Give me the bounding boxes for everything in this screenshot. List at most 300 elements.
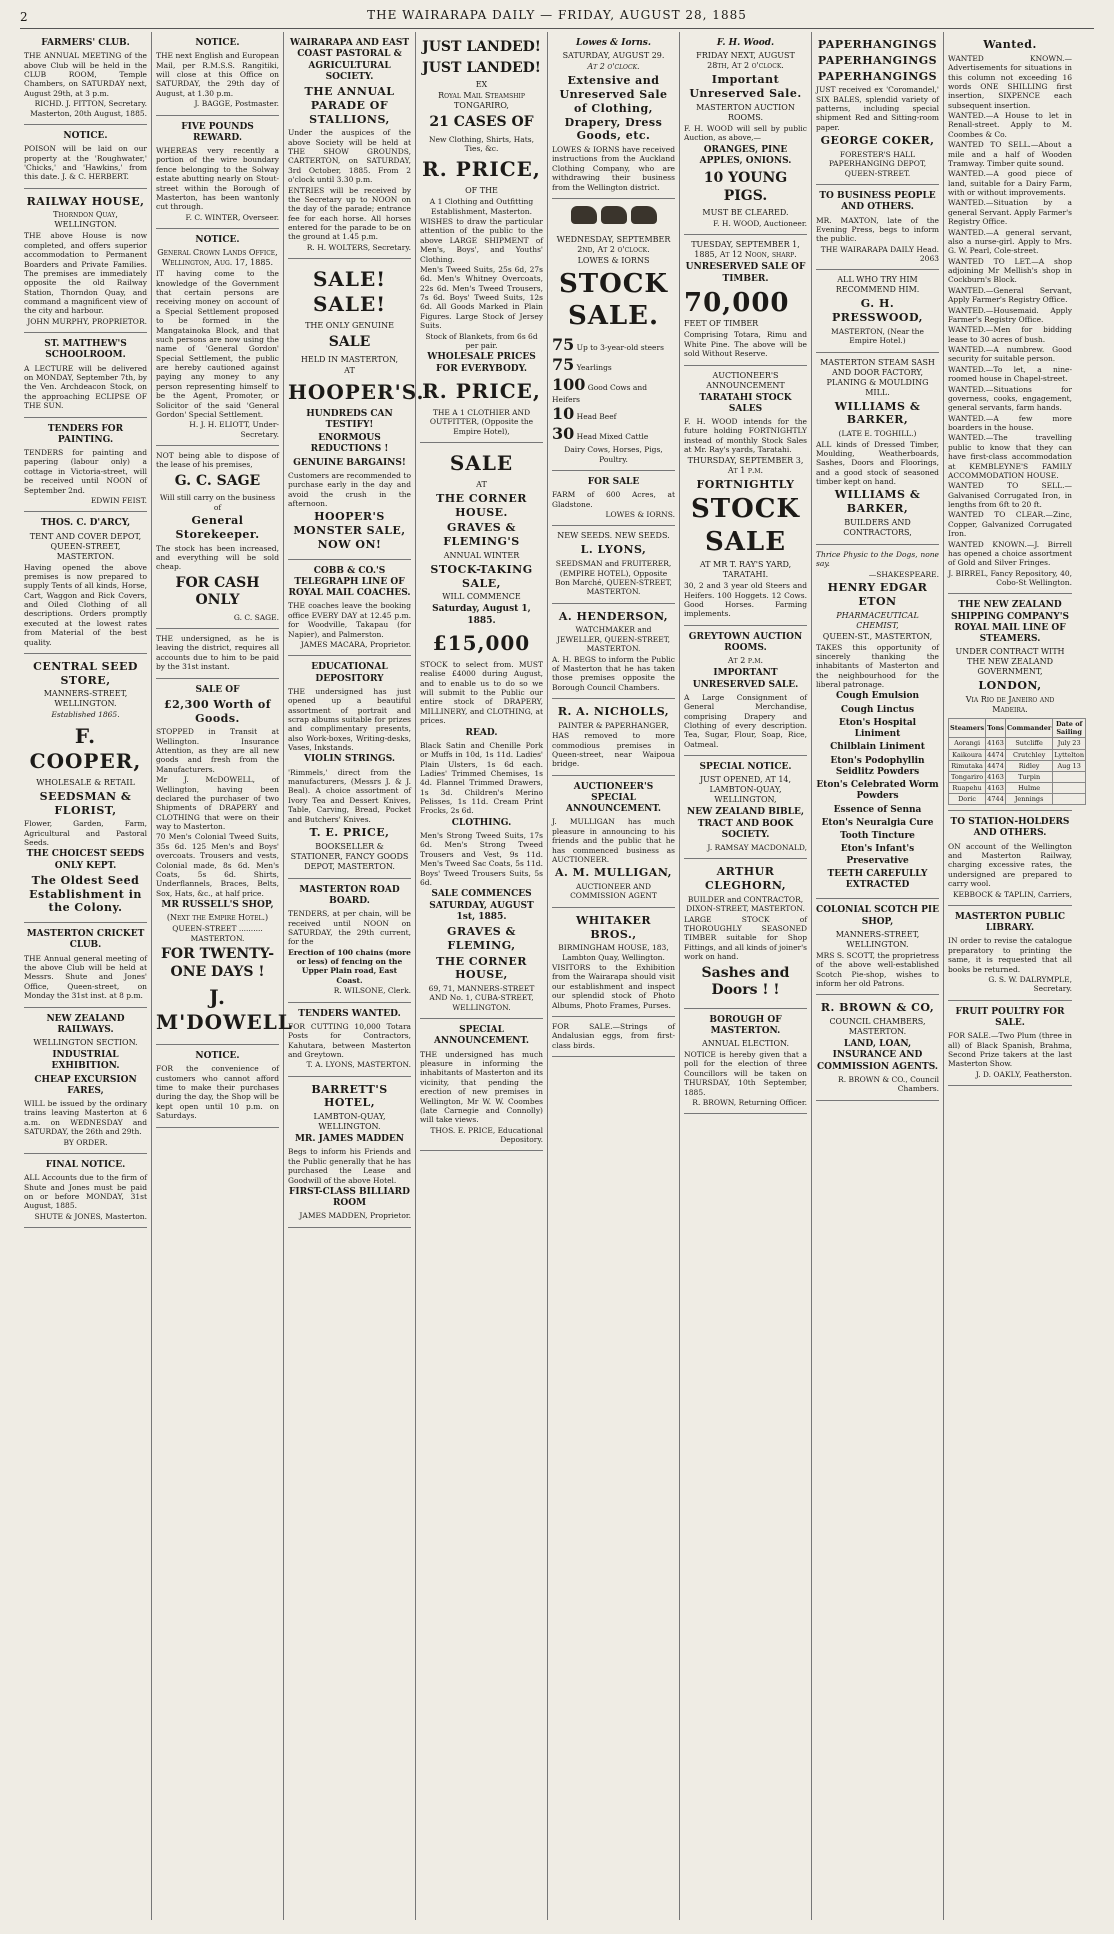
ad-body: Under the auspices of the above Society will be held at THE SHOW GROUNDS, CARTERTON, on SATURDAY, 3rd October, 1885. From 2 o'clock until 3.30 p.m. — [288, 128, 411, 185]
column-4 — [416, 32, 548, 1920]
russell-sub: (Next the Empire Hotel.) — [166, 913, 269, 923]
dairy: Dairy Cows, Horses, Pigs, Poultry. — [564, 445, 663, 464]
fortnightly: FORTNIGHTLY — [696, 477, 795, 491]
column-5 — [548, 32, 680, 1920]
stock-date: WEDNESDAY, SEPTEMBER 2nd, At 2 o'clock. — [556, 234, 671, 254]
only-genuine: THE ONLY GENUINE — [305, 321, 394, 331]
sash-factory: MASTERTON STEAM SASH AND DOOR FACTORY, PLANING & MOULDING MILL. — [820, 357, 935, 397]
ex: EX — [475, 80, 488, 89]
corner-house: THE CORNER HOUSE. — [436, 491, 527, 519]
russell-shop: MR RUSSELL'S SHOP, — [161, 900, 274, 910]
ad-crown-lands: NOTICE. General Crown Lands Office, Wellington, Aug. 17, 1885. IT having come to the knowledge of the Government that certain persons are receiving money on account of a Special Settlement proposed to be formed in the Mangatainoka Block, and that such persons are now using the name of 'General Gordon' Special Settlement, the public are hereby cautioned against paying any money to any person representing himself to be the Agent, Promoter, or Solicitor of the said 'General Gordon' Special Settlement. H. J. H. ELIOTT, Under-Secretary. — [156, 229, 279, 446]
nicholls-name: R. A. NICHOLLS, — [557, 705, 670, 718]
wanted-heading: Wanted. — [983, 38, 1037, 51]
paperhangings-3: PAPERHANGINGS — [817, 69, 938, 83]
cooper-body: Flower, Garden, Farm, Agricultural and Pastoral Seeds. — [24, 819, 147, 847]
ad-subheading: General Crown Lands Office, Wellington, Aug. 17, 1885. — [157, 248, 278, 268]
henderson-name: A. HENDERSON, — [558, 609, 669, 623]
ad-heading: AUCTIONEER'S ANNOUNCEMENT — [706, 370, 785, 390]
sale-commences: SALE COMMENCES SATURDAY, AUGUST 1st, 1885. — [429, 889, 534, 922]
sale-value: £2,300 Worth of Goods. — [164, 697, 271, 725]
wanted-2: WANTED.—A House to let in Renall-street. Apply to M. Coombes & Co. — [948, 111, 1072, 139]
parade-title: THE ANNUAL PARADE OF STALLIONS, — [304, 85, 395, 126]
at-the: AT — [476, 479, 487, 489]
monster-sale: HOOPER'S MONSTER SALE, NOW ON! — [293, 510, 406, 551]
hundreds: HUNDREDS CAN TESTIFY! — [306, 408, 393, 430]
ad-exhibition: INDUSTRIAL EXHIBITION. — [51, 1050, 120, 1072]
ad-presswood — [816, 270, 939, 352]
price-name: R. PRICE, — [422, 157, 541, 182]
ad-darcy: THOS. C. D'ARCY, TENT AND COVER DEPOT, QUEEN-STREET, MASTERTON. Having opened the above premises is now prepared to supply Tents of all kinds, Horse, Cart, Waggon and Rick Covers, and Oiled Clothing of all descriptions. Orders promptly executed at the lowest rates from Material of the best quality. — [24, 512, 147, 654]
cleghorn-name: ARTHUR CLEGHORN, — [704, 865, 787, 893]
table-header-cell: Commander — [1005, 719, 1052, 738]
ad-signature: F. H. WOOD, Auctioneer. — [713, 219, 807, 228]
ad-body: THE ANNUAL MEETING of the above Club will be held in the CLUB ROOM, Temple Chambers, on SATURDAY next, August 29th, at 3 p.m. — [24, 51, 147, 98]
ad-heading: TENDERS WANTED. — [298, 1008, 401, 1019]
sage-will: Will still carry on the business of — [159, 493, 276, 512]
price-name: T. E. PRICE, — [309, 825, 390, 839]
auction-time: At 2 o'clock. — [587, 62, 640, 72]
ad-paperhangings — [816, 32, 939, 185]
corner-sale: SALE — [449, 450, 514, 475]
table-row — [949, 749, 1086, 760]
ad-heading: AUCTIONEER'S SPECIAL ANNOUNCEMENT. — [565, 781, 662, 815]
timber-feet-label: FEET OF TIMBER — [684, 319, 759, 329]
stock-line: 30 Head Mixed Cattle — [552, 424, 649, 444]
whitaker-name: WHITAKER BROS., — [575, 913, 652, 941]
sale-date: Saturday, August 1, 1885. — [432, 604, 531, 626]
ad-williams-barker: MASTERTON STEAM SASH AND DOOR FACTORY, PLANING & MOULDING MILL. WILLIAMS & BARKER, (LATE E. TOGHILL.) ALL kinds of Dressed Timber, Moulding, Weatherboards, Sashes, Doors and Floorings, and a good stock of seasoned timber kept on hand. WILLIAMS & BARKER, BUILDERS AND CONTRACTORS, — [816, 353, 939, 545]
ad-nz-railways: NEW ZEALAND RAILWAYS. WELLINGTON SECTION. INDUSTRIAL EXHIBITION. CHEAP EXCURSION FARES, WILL be issued by the ordinary trains leaving Masterton at 6 a.m. on WEDNESDAY and SATURDAY, the 26th and 29th. BY ORDER. — [24, 1008, 147, 1154]
ad-notice-rule: THE undersigned, as he is leaving the district, requires all accounts due to him to be paid by the 31st instant. — [156, 629, 279, 679]
ad-heading: SPECIAL NOTICE. — [699, 762, 792, 772]
ad-heading: RAILWAY HOUSE, — [26, 194, 145, 208]
ad-cricket-club: MASTERTON CRICKET CLUB. THE Annual general meeting of the above Club will be held at Messrs. Shute and Jones' Office, Queen-street, on Monday the 31st inst. at 8 p.m. — [24, 923, 147, 1007]
wanted-3: WANTED TO SELL.—About a mile and a half of Wooden Tramway. Timber quite sound. — [948, 140, 1072, 168]
table-header-cell: Date of Sailing — [1053, 719, 1086, 738]
ad-signature: JAMES MACARA, Proprietor. — [300, 639, 411, 649]
ad-special-notice — [684, 756, 807, 859]
henderson-sub: WATCHMAKER and JEWELLER, QUEEN-STREET, MASTERTON. — [556, 625, 671, 654]
russell-street: QUEEN-STREET .......... MASTERTON. — [172, 924, 263, 943]
stock-sale: STOCK SALE — [690, 494, 801, 557]
wholesale: WHOLESALE PRICES FOR EVERYBODY. — [427, 352, 536, 374]
table-row — [949, 782, 1086, 793]
road-fences: Erection of 100 chains (more or less) of fencing on the Upper Plain road, East Coast. — [288, 947, 411, 985]
ad-heading: F. H. Wood. — [716, 38, 775, 48]
ad-subheading: UNDER CONTRACT WITH THE NEW ZEALAND GOVERNMENT, — [955, 647, 1065, 677]
ad-heading: WAIRARAPA AND EAST COAST PASTORAL & AGRICULTURAL SOCIETY. — [289, 38, 410, 82]
table-cell: 4163 — [987, 783, 1004, 792]
ad-signature: G. S. W. DALRYMPLE, Secretary. — [988, 974, 1072, 994]
table-row — [949, 738, 1086, 749]
ad-heading: GREYTOWN AUCTION ROOMS. — [688, 631, 803, 653]
annual-winter: ANNUAL WINTER — [443, 550, 520, 560]
ad-signature: JOHN MURPHY, PROPRIETOR. — [27, 316, 147, 326]
ad-heading: NOTICE. — [195, 1051, 240, 1061]
sage-cash: FOR CASH ONLY — [175, 574, 260, 609]
ad-society: WAIRARAPA AND EAST COAST PASTORAL & AGRICULTURAL SOCIETY. THE ANNUAL PARADE OF STALLIONS, Under the auspices of the above Society will be held at THE SHOW GROUNDS, CARTERTON, on SATURDAY, 3rd October, 1885. From 2 o'clock until 3.30 p.m. ENTRIES will be received by the Secretary up to NOON on the day of the parade; entrance fee for each horse. All horses entered for the parade to be on the ground at 1.45 p.m. R. H. WOLTERS, Secretary. — [288, 32, 411, 259]
nicholls-sub: PAINTER & PAPERHANGER, — [558, 720, 669, 730]
price2-sub: THE A 1 CLOTHIER AND OUTFITTER, (Opposite the Empire Hotel), — [429, 407, 534, 436]
ad-heading: MASTERTON PUBLIC LIBRARY. — [954, 911, 1066, 934]
read: READ. — [465, 727, 498, 738]
presswood-sub: MASTERTON, (Near the Empire Hotel.) — [831, 326, 924, 346]
lyons-sub: SEEDSMAN and FRUITERER, (EMPIRE HOTEL), Opposite Bon Marché, QUEEN-STREET, MASTERTON. — [555, 559, 672, 597]
table-cell — [1053, 782, 1086, 793]
senna: Essence of Senna — [833, 804, 922, 815]
paperhangings-2: PAPERHANGINGS — [817, 53, 938, 67]
preservative: Eton's Infant's Preservative — [840, 844, 915, 866]
ad-heading: BOROUGH OF MASTERTON. — [709, 1014, 782, 1036]
ad-whitaker: WHITAKER BROS., BIRMINGHAM HOUSE, 183, Lambton Quay, Wellington. VISITORS to the Exhibition from the Wairarapa should visit our establishment and inspect our splendid stock of Photo Albums, Photo Frames, Purses. — [552, 908, 675, 1017]
ad-heading: THE NEW ZEALAND SHIPPING COMPANY'S ROYAL MAIL LINE OF STEAMERS. — [951, 600, 1069, 645]
ad-body: JUST received ex 'Coromandel,' SIX BALES, splendid variety of patterns, including special shipment Red and Sitting-room paper. — [816, 85, 939, 132]
newspaper-columns — [20, 32, 1094, 1922]
table-cell: Doric — [949, 794, 986, 805]
will-commence: WILL COMMENCE — [442, 592, 521, 602]
ad-subheading: TENT AND COVER DEPOT, QUEEN-STREET, MASTERTON. — [29, 531, 142, 561]
genuine: GENUINE BARGAINS! — [293, 457, 406, 468]
table-cell: Turpin — [1005, 771, 1052, 782]
ad-lyons — [552, 526, 675, 603]
auction-rooms: MASTERTON AUCTION ROOMS. — [696, 102, 795, 122]
ad-heading: TO BUSINESS PEOPLE AND OTHERS. — [819, 191, 936, 213]
taratahi-heading: TARATAHI STOCK SALES — [699, 392, 792, 414]
ad-taratahi: AUCTIONEER'S ANNOUNCEMENT TARATAHI STOCK SALES F. H. WOOD intends for the future holding FORTNIGHTLY instead of monthly Stock Sales at Mr. Ray's yards, Taratahi. THURSDAY, SEPTEMBER 3, At 1 p.m. FORTNIGHTLY STOCK SALE AT MR T. RAY'S YARD, TARATAHI. 30, 2 and 3 year old Steers and Heifers. 100 Hoggets. 12 Cows. Good Horses. Farming implements. — [684, 366, 807, 626]
table-cell — [1053, 771, 1086, 782]
ad-signature: SHUTE & JONES, Masterton. — [34, 1211, 147, 1221]
table-row — [949, 794, 1086, 805]
wanted-7: WANTED TO LET.—A shop adjoining Mr Mellish's shop in Cockburn's Block. — [948, 256, 1072, 285]
ad-wanted — [948, 32, 1072, 594]
ad-body: TENDERS for painting and papering (labour only) a cottage in Victoria-street, will be received until NOON of September 2nd. — [24, 448, 147, 495]
ad-tenders-wanted: TENDERS WANTED. FOR CUTTING 10,000 Totara Posts for Contractors, Kahutara, between Masterton and Greytown. T. A. LYONS, MASTERTON. — [288, 1003, 411, 1077]
quote-sign: —SHAKESPEARE. — [868, 569, 939, 579]
wanted-9: WANTED.—Housemaid. Apply Farmer's Registry Office. — [948, 305, 1072, 324]
ad-wood-sale: F. H. Wood. FRIDAY NEXT, AUGUST 28th, At 2 o'clock. Important Unreserved Sale. MASTERTON AUCTION ROOMS. F. H. WOOD will sell by public Auction, as above,— ORANGES, PINE APPLES, ONIONS. 10 YOUNG PIGS. MUST BE CLEARED. F. H. WOOD, Auctioneer. — [684, 32, 807, 235]
ad-signature: R. BROWN & CO., Council Chambers. — [838, 1074, 939, 1094]
ad-heading: FINAL NOTICE. — [45, 1159, 126, 1170]
ad-borough: BOROUGH OF MASTERTON. ANNUAL ELECTION. NOTICE is hereby given that a poll for the election of three Councillors will be taken on THURSDAY, 10th September, 1885. R. BROWN, Returning Officer. — [684, 1009, 807, 1115]
ad-stock-sale — [552, 199, 675, 471]
ad-tenders-painting — [24, 418, 147, 513]
ad-heading: COBB & CO.'S TELEGRAPH LINE OF ROYAL MAIL COACHES. — [288, 565, 411, 599]
must-be-cleared: MUST BE CLEARED. — [702, 208, 789, 217]
ad-cleghorn: ARTHUR CLEGHORN, BUILDER and CONTRACTOR, DIXON-STREET, MASTERTON. LARGE STOCK of THOROUGHLY SEASONED TIMBER suitable for Shop Fittings, and all kinds of joiner's work on hand. Sashes and Doors ! ! — [684, 859, 807, 1008]
oranges: ORANGES, PINE APPLES, ONIONS. — [699, 144, 792, 166]
ad-body: A LECTURE will be delivered on MONDAY, September 7th, by the Ven. Archdeacon Stock, on the approaching ECLIPSE OF THE SUN. — [24, 363, 147, 411]
ad-cobb-coaches: COBB & CO.'S TELEGRAPH LINE OF ROYAL MAIL COACHES. THE coaches leave the booking office EVERY DAY at 12.45 p.m. for Woodville, Takapau (for Napier), and Palmerston. JAMES MACARA, Proprietor. — [288, 560, 411, 657]
cooper-subheading: WHOLESALE & RETAIL — [36, 777, 135, 787]
ad-seed-store — [24, 654, 147, 923]
ad-heading: UNRESERVED SALE OF TIMBER. — [685, 262, 806, 284]
column-6 — [680, 32, 812, 1920]
ad-heading: NEW ZEALAND RAILWAYS. — [46, 1013, 125, 1035]
ad-order: BY ORDER. — [63, 1137, 108, 1147]
wanted-11: WANTED.—A numbrew. Good security for suitable person. — [948, 345, 1072, 364]
column-3 — [284, 32, 425, 1920]
quote: Thrice Physic to the Dogs, none say. — [816, 549, 939, 569]
bible-society: NEW ZEALAND BIBLE, TRACT AND BOOK SOCIETY. — [687, 807, 804, 840]
annual-election: ANNUAL ELECTION. — [701, 1039, 790, 1048]
sage-name: G. C. SAGE — [174, 472, 261, 489]
coker-name: GEORGE COKER, — [820, 134, 935, 148]
ad-farmers-club — [24, 32, 147, 125]
ad-subheading: WELLINGTON SECTION. — [33, 1038, 138, 1047]
column-1 — [20, 32, 152, 1920]
wanted-14: WANTED.—A few more boarders in the house. — [948, 413, 1072, 432]
via: Via Rio de Janeiro and Madeira. — [965, 695, 1055, 715]
oldest-seed: The Oldest Seed Establishment in the Colony. — [29, 873, 142, 915]
stock-taking: STOCK-TAKING SALE, — [430, 562, 533, 590]
ad-heading: MASTERTON ROAD BOARD. — [299, 884, 400, 906]
ad-hoopers-sale: SALE! SALE! THE ONLY GENUINE SALE HELD IN MASTERTON, AT HOOPER'S. HUNDREDS CAN TESTIFY! ENORMOUS REDUCTIONS ! GENUINE BARGAINS! Customers are recommended to purchase early in the day and avoid the crush in the afternoon. HOOPER'S MONSTER SALE, NOW ON! — [288, 259, 411, 560]
extensive-sale: Extensive and Unreserved Sale of Clothing, Drapery, Dress Goods, etc. — [559, 74, 668, 143]
ad-body: THE next English and European Mail, per R.M.S.S. Rangitiki, will close at this Office on SATURDAY, the 29th day of August, at 1.30 p.m. — [156, 51, 279, 98]
stock-sale: STOCK SALE. — [558, 268, 669, 332]
mulligan-sub: AUCTIONEER AND COMMISSION AGENT — [570, 882, 657, 901]
ad-body: WHEREAS very recently a portion of the wire boundary fence belonging to the Solway estate abutting nearly on Stout-street within the Borough of Masterton, has been wantonly cut through. — [156, 146, 279, 212]
ad-scotch-pie: COLONIAL SCOTCH PIE SHOP, MANNERS-STREET, WELLINGTON. MRS S. SCOTT, the proprietress of the above well-established Scotch Pie-shop, wishes to inform her old Patrons. — [816, 899, 939, 995]
cases: 21 CASES OF — [429, 114, 534, 130]
table-cell: Ruapehu — [949, 782, 986, 793]
ad-poultry: FRUIT POULTRY FOR SALE. FOR SALE.—Two Plum (three in all) of Black Spanish, Brahma, Second Prize takers at the last Masterton Show. J. D. OAKLY, Featherston. — [948, 1001, 1072, 1086]
ad-corner-house: SALE AT THE CORNER HOUSE. GRAVES & FLEMING'S ANNUAL WINTER STOCK-TAKING SALE, WILL COMMENCE Saturday, August 1, 1885. £15,000 STOCK to select from. MUST realise £4000 during August, and to enable us to do so we will submit to the Public our entire stock of DRAPERY, MILLINERY, and CLOTHING, at prices. READ. Black Satin and Chenille Pork or Muffs in 10d, 1s 11d. Ladies' Plain Ulsters, 1s 6d each. Ladies' Trimmed Chemises, 1s 4d. Flannel Trimmed Drawers, 1s 3d. Children's Merino Pelisses, 1s 11d. Cream Print Frocks, 2s 6d. CLOTHING. Men's Strong Tweed Suits, 17s 6d. Men's Strong Tweed Trousers and Vest, 9s 11d. Men's Tweed Sac Coats, 5s 11d. Boys' Tweed Trousers Suits, 5s 6d. SALE COMMENCES SATURDAY, AUGUST 1st, 1885. GRAVES & FLEMING, THE CORNER HOUSE, 69, 71, MANNERS-STREET AND No. 1, CUBA-STREET, WELLINGTON. — [420, 443, 543, 1019]
wanted-6: WANTED.—A general servant, also a nurse-girl. Apply to Mrs. G. W. Pearl, Cole-street. — [948, 227, 1072, 256]
table-cell: 4744 — [987, 795, 1004, 803]
ad-heading: SPECIAL ANNOUNCEMENT. — [433, 1025, 530, 1047]
teeth: TEETH CAREFULLY EXTRACTED — [827, 868, 928, 891]
twenty-one-days: FOR TWENTY-ONE DAYS ! — [160, 946, 275, 980]
wanted-13: WANTED.—Situations for governess, cooks, engagement, general servants, farm hands. — [948, 384, 1072, 413]
stock-line: 10 Head Beef — [552, 404, 617, 424]
williams-name: WILLIAMS & BARKER, — [834, 399, 921, 427]
graves-fleming: GRAVES & FLEMING'S — [443, 521, 520, 549]
violin-strings: VIOLIN STRINGS. — [303, 754, 396, 765]
ad-heading: FARMERS' CLUB. — [41, 38, 130, 48]
ad-signature: J. BAGGE, Postmaster. — [194, 99, 279, 109]
stock-line: 75 Yearlings — [552, 354, 612, 374]
ad-heading: THOS. C. D'ARCY, — [40, 518, 131, 529]
ad-excursion: CHEAP EXCURSION FARES, — [34, 1074, 137, 1096]
stock-by: LOWES & IORNS — [577, 255, 650, 265]
table-cell: Hulme — [1005, 782, 1052, 793]
stock-blankets: Stock of Blankets, from 6s 6d per pair. — [425, 331, 538, 350]
fortnightly-date: THURSDAY, SEPTEMBER 3, At 1 p.m. — [687, 455, 804, 475]
just-landed-2: JUST LANDED! — [422, 59, 541, 76]
cooper-name: F. COOPER, — [29, 723, 142, 773]
table-cell: Lyttelton — [1054, 750, 1085, 759]
ad-for-sale-farm — [552, 471, 675, 526]
recommend: ALL WHO TRY HIM RECOMMEND HIM. — [835, 275, 920, 295]
shipping-table — [948, 718, 1086, 805]
depot: JUST OPENED, AT 14, LAMBTON-QUAY, WELLINGTON, — [699, 775, 792, 805]
podophyllin: Eton's Podophyllin Seidlitz Powders — [830, 755, 925, 777]
ad-heading: NOTICE. — [63, 130, 108, 141]
ad-schoolroom — [24, 333, 147, 417]
presswood-name: G. H. PRESSWOOD, — [832, 297, 923, 325]
clothing: CLOTHING. — [451, 817, 512, 828]
wanted-5: WANTED.—Situation by a general Servant. Apply Farmer's Registry Office. — [948, 198, 1072, 227]
mcdowell-body: Mr J. McDOWELL, of Wellington, having been declared the purchaser of two Shipments of DRAPERY and CLOTHING that were on their way to Masterton. — [156, 775, 279, 831]
table-header-cell: Tons — [986, 719, 1006, 738]
held-in: HELD IN MASTERTON, — [300, 354, 399, 364]
wanted-17: WANTED TO CLEAR.—Zinc, Copper, Galvanized Corrugated Iron. — [948, 510, 1072, 539]
cough-linctus: Cough Linctus — [840, 704, 915, 715]
table-cell: Ridley — [1005, 760, 1052, 771]
table-cell: Jennings — [1005, 794, 1052, 805]
madden: MR. JAMES MADDEN — [294, 1134, 405, 1145]
ad-body: POISON will be laid on our property at the 'Roughwater,' 'Chicks,' and 'Hawkins,' from this date. J. & C. HERBERT. — [24, 144, 147, 182]
ad-greytown: GREYTOWN AUCTION ROOMS. At 2 p.m. IMPORTANT UNRESERVED SALE. A Large Consignment of General Merchandise, comprising Drapery and Clothing of every description. Tea, Sugar, Flour, Soap, Rice, Oatmeal. — [684, 626, 807, 756]
greytown-time: At 2 p.m. — [727, 656, 764, 666]
of-the: OF THE — [465, 186, 498, 196]
ad-eton: Thrice Physic to the Dogs, none say. —SHAKESPEARE. HENRY EDGAR ETON PHARMACEUTICAL CHEMIST, QUEEN-ST., MASTERTON, TAKES this opportunity of sincerely thanking the inhabitants of Masterton and the neighbourhood for the liberal patronage. Cough Emulsion Cough Linctus Eton's Hospital Liniment Chilblain Liniment Eton's Podophyllin Seidlitz Powders Eton's Celebrated Worm Powders Essence of Senna Eton's Neuralgia Cure Tooth Tincture Eton's Infant's Preservative TEETH CAREFULLY EXTRACTED — [816, 545, 939, 900]
sashes-doors: Sashes and Doors ! ! — [701, 964, 790, 998]
ad-signature: F. C. WINTER, Overseer. — [185, 212, 279, 222]
ad-signature: KEBBOCK & TAPLIN, Carriers, — [952, 889, 1072, 899]
hospital-liniment: Eton's Hospital Liniment — [838, 717, 917, 740]
wanted-12: WANTED.—To let, a nine-roomed house in Chapel-street. — [948, 364, 1072, 384]
wood-date: FRIDAY NEXT, AUGUST 28th, At 2 o'clock. — [696, 51, 795, 71]
billiard-room: FIRST-CLASS BILLIARD ROOM — [289, 1186, 410, 1209]
ad-subheading: LAMBTON-QUAY, WELLINGTON. — [313, 1112, 386, 1132]
eton-name: HENRY EDGAR ETON — [827, 581, 928, 608]
ad-final-notice: FINAL NOTICE. ALL Accounts due to the firm of Shute and Jones must be paid on or before MONDAY, 31st August, 1885. SHUTE & JONES, Masterton. — [24, 1154, 147, 1228]
ad-heading: MASTERTON CRICKET CLUB. — [26, 929, 145, 951]
ad-heading: Lowes & Iorns. — [576, 38, 651, 48]
ad-subheading: Thorndon Quay, WELLINGTON. — [53, 210, 118, 230]
timber-date: TUESDAY, SEPTEMBER 1, 1885, At 12 Noon, sharp. — [691, 240, 800, 260]
price-sub: BOOKSELLER & STATIONER, FANCY GOODS DEPOT, MASTERTON. — [290, 841, 409, 871]
ad-maxton — [816, 185, 939, 270]
stock-yard: AT MR T. RAY'S YARD, TARATAHI. — [699, 560, 792, 580]
stock-amount: £15,000 — [432, 630, 531, 655]
ad-poison-notice — [24, 125, 147, 189]
ad-heading: NEW SEEDS. NEW SEEDS. — [557, 531, 670, 541]
ad-special-announcement: SPECIAL ANNOUNCEMENT. THE undersigned has much pleasure in informing the inhabitants of Masterton and its vicinity, that pending the erection of new premises in Wellington, Mr W. W. Coombes (late Carnegie and Connolly) will take views. THOS. E. PRICE, Educational Depository. — [420, 1019, 543, 1151]
corner-address: 69, 71, MANNERS-STREET AND No. 1, CUBA-STREET, WELLINGTON. — [428, 984, 535, 1012]
wanted-15: WANTED.—The travelling public to know that they can have first-class accommodation at KEMBLEYNE'S FAMILY ACCOMMODATION HOUSE. — [948, 433, 1072, 480]
ad-educational: EDUCATIONAL DEPOSITORY THE undersigned has just opened up a beautiful assortment of portrait and scrap albums suitable for prizes and complimentary presents, also Work-boxes, Writing-desks, Vases, Inkstands. VIOLIN STRINGS. 'Rimmels,' direct from the manufacturers, (Messrs J. & J. Beal). A choice assortment of Ivory Tea and Dessert Knives, Table, Carving, Bread, Pocket and Butchers' Knives. T. E. PRICE, BOOKSELLER & STATIONER, FANCY GOODS DEPOT, MASTERTON. — [288, 656, 411, 878]
sale-word: SALE — [328, 334, 371, 351]
table-header-row — [949, 719, 1086, 738]
important-sale: Important Unreserved Sale. — [689, 73, 802, 100]
ad-signature: EDWIN FEIST. — [90, 495, 147, 505]
wanted-4: WANTED.—A good piece of land, suitable for a Dairy Farm, with or without improvements. — [948, 169, 1072, 197]
table-cell: Sutcliffe — [1005, 738, 1052, 749]
ad-nicholls: R. A. NICHOLLS, PAINTER & PAPERHANGER, HAS removed to more commodious premises in Queen-street, near Waipoua bridge. — [552, 699, 675, 776]
wanted-16: WANTED TO SELL.—Galvanised Corrugated Iron, in lengths from 6ft to 20 ft. — [948, 481, 1072, 509]
sale-sale: SALE! SALE! — [312, 267, 387, 317]
table-cell: Rimutaka — [949, 760, 986, 771]
auction-date: SATURDAY, AUGUST 29. — [562, 51, 665, 61]
corner-house-2: THE CORNER HOUSE, — [436, 954, 527, 982]
page-number: 2 — [20, 10, 29, 24]
just-landed-1: JUST LANDED! — [422, 39, 541, 55]
ad-signature: LOWES & IORNS. — [605, 510, 675, 519]
wanted-1: WANTED KNOWN.—Advertisements for situations in this column not exceeding 16 words ONE SHILLING first insertion, SIXPENCE each subsequent insertion. — [948, 53, 1072, 110]
column-7 — [812, 32, 944, 1920]
wanted-10: WANTED.—Men for bidding lease to 30 acres of bush. — [948, 325, 1072, 344]
ad-sale-goods: SALE OF £2,300 Worth of Goods. STOPPED in Transit at Wellington. Insurance Attention, as they are all new goods and fresh from the Manufacturers. Mr J. McDOWELL, of Wellington, having been declared the purchaser of two Shipments of DRAPERY and CLOTHING that were on their way to Masterton. 70 Men's Colonial Tweed Suits, 35s 6d. 125 Men's and Boys' overcoats. Trousers and vests, Colonial made, 8s 6d. Men's Coats, 5s 6d. Shirts, Underflannels, Braces, Belts, Sox, Hats, &c., at half price. MR RUSSELL'S SHOP, (Next the Empire Hotel.) QUEEN-STREET .......... MASTERTON. FOR TWENTY-ONE DAYS ! J. M'DOWELL — [156, 679, 279, 1046]
sage-store: General Storekeeper. — [175, 514, 260, 541]
newspaper-title: THE WAIRARAPA DAILY — [367, 8, 536, 22]
ad-heading: FIVE POUNDS REWARD. — [181, 121, 254, 143]
brown-name: R. BROWN & CO, — [820, 1001, 935, 1015]
ad-heading: COLONIAL SCOTCH PIE SHOP, — [816, 905, 939, 927]
young-pigs: 10 YOUNG PIGS. — [703, 170, 788, 204]
ad-heading: EDUCATIONAL DEPOSITORY — [311, 662, 388, 684]
ad-signature: R. H. WOLTERS, Secretary. — [306, 242, 411, 252]
tincture: Tooth Tincture — [840, 831, 915, 842]
table-cell: Tongariro — [949, 771, 986, 782]
ad-mulligan: AUCTIONEER'S SPECIAL ANNOUNCEMENT. J. MULLIGAN has much pleasure in announcing to his friends and the public that he has commenced business as AUCTIONEER. A. M. MULLIGAN, AUCTIONEER AND COMMISSION AGENT — [552, 776, 675, 908]
ad-heading: BARRETT'S HOTEL, — [311, 1082, 388, 1110]
ad-heading: TENDERS FOR PAINTING. — [47, 423, 124, 445]
enormous: ENORMOUS REDUCTIONS ! — [310, 433, 389, 455]
ad-signature: G. C. SAGE. — [233, 612, 279, 622]
worm-powders: Eton's Celebrated Worm Powders — [816, 780, 939, 802]
ad-signature: J. D. OAKLY, Featherston. — [975, 1069, 1072, 1079]
ad-signature: H. J. H. ELIOTT, Under-Secretary. — [189, 420, 279, 439]
ad-henderson: A. HENDERSON, WATCHMAKER and JEWELLER, QUEEN-STREET, MASTERTON. A. H. BEGS to inform the Public of Masterton that he has taken those premises opposite the Borough Council Chambers. — [552, 604, 675, 699]
table-cell: 4474 — [987, 761, 1004, 770]
ad-mail-notice — [156, 32, 279, 116]
mcdowell-name: J. M'DOWELL — [156, 985, 293, 1034]
ad-established: Established 1865. — [51, 710, 120, 720]
williams-sub: (LATE E. TOGHILL.) — [838, 429, 917, 439]
table-row — [949, 760, 1086, 771]
ad-station-holders: TO STATION-HOLDERS AND OTHERS. ON account of the Wellington and Masterton Railway, charging excessive rates, the undersigned are prepared to carry wool. KEBBOCK & TAPLIN, Carriers, — [948, 811, 1072, 906]
issue-date: FRIDAY, AUGUST 28, 1885 — [557, 8, 747, 22]
ad-barretts-hotel: BARRETT'S HOTEL, LAMBTON-QUAY, WELLINGTON. MR. JAMES MADDEN Begs to inform his Friends and the Public generally that he has purchased the Lease and Goodwill of the above Hotel. FIRST-CLASS BILLIARD ROOM JAMES MADDEN, Proprietor. — [288, 1077, 411, 1228]
ad-heading: FOR SALE — [587, 477, 640, 487]
builders: BUILDERS AND CONTRACTORS, — [843, 517, 912, 537]
ship: Royal Mail Steamship TONGARIRO, — [438, 91, 525, 110]
ad-sage: NOT being able to dispose of the lease of his premises, G. C. SAGE Will still carry on the business of General Storekeeper. The stock has been increased, and everything will be sold cheap. FOR CASH ONLY G. C. SAGE. — [156, 446, 279, 629]
ad-body: MR. MAXTON, late of the Evening Press, begs to inform the public. — [816, 215, 939, 244]
macdonald: J. RAMSAY MACDONALD, — [707, 843, 807, 852]
lyons-name: L. LYONS, — [580, 543, 647, 557]
greytown-sale: IMPORTANT UNRESERVED SALE. — [692, 668, 799, 690]
ad-library: MASTERTON PUBLIC LIBRARY. IN order to revise the catalogue preparatory to printing the same, it is requested that all books be returned. G. S. W. DALRYMPLE, Secretary. — [948, 906, 1072, 1001]
ad-signature: R. WILSONE, Clerk. — [333, 986, 411, 996]
london: LONDON, — [978, 679, 1042, 693]
ad-price-landed: JUST LANDED! JUST LANDED! EX Royal Mail Steamship TONGARIRO, 21 CASES OF New Clothing, Shirts, Hats, Ties, &c. R. PRICE, OF THE A 1 Clothing and Outfitting Establishment, Masterton. WISHES to draw the particular attention of the public to the above LARGE SHIPMENT of Men's, Boys', and Youths' Clothing. Men's Tweed Suits, 25s 6d, 27s 6d. Men's Whitney Overcoats, 22s 6d. Men's Tweed Trousers, 7s 6d. Boys' Tweed Suits, 12s 6d. All Goods Marked in Plain Figures. Large Stock of Jersey Suits. Stock of Blankets, from 6s 6d per pair. WHOLESALE PRICES FOR EVERYBODY. R. PRICE, THE A 1 CLOTHIER AND OUTFITTER, (Opposite the Empire Hotel), — [420, 32, 543, 443]
paperhangings-1: PAPERHANGINGS — [817, 38, 938, 51]
choicest-seeds: THE CHOICEST SEEDS ONLY KEPT. — [26, 849, 145, 871]
ad-signature: THOS. E. PRICE, Educational Depository. — [430, 1125, 543, 1144]
cooper-trade: SEEDSMAN & FLORIST, — [39, 789, 132, 817]
table-cell: 4163 — [987, 739, 1004, 748]
ad-heading: CENTRAL SEED STORE, — [33, 659, 138, 687]
ad-shipping — [948, 594, 1085, 811]
ad-body: FARM of 600 Acres, at Gladstone. — [552, 490, 675, 509]
ad-subheading: MANNERS-STREET, WELLINGTON. — [43, 689, 128, 709]
timber-feet: 70,000 — [684, 287, 790, 318]
graves-fleming-2: GRAVES & FLEMING, — [447, 925, 516, 952]
ad-lowes-iorns: Lowes & Iorns. SATURDAY, AUGUST 29. At 2 o'clock. Extensive and Unreserved Sale of Clothing, Drapery, Dress Goods, etc. LOWES & IORNS have received instructions from the Auckland Clothing Company, who are withdrawing their business from the Wellington district. — [552, 32, 675, 199]
ad-brown-co — [816, 995, 939, 1100]
mulligan-name: A. M. MULLIGAN, — [554, 866, 673, 880]
chilblain: Chilblain Liniment — [830, 742, 925, 753]
cases-sub: New Clothing, Shirts, Hats, Ties, &c. — [429, 134, 534, 153]
ad-railway-house — [24, 189, 147, 334]
at: AT — [344, 365, 355, 375]
ad-heading: FRUIT POULTRY FOR SALE. — [955, 1006, 1065, 1028]
